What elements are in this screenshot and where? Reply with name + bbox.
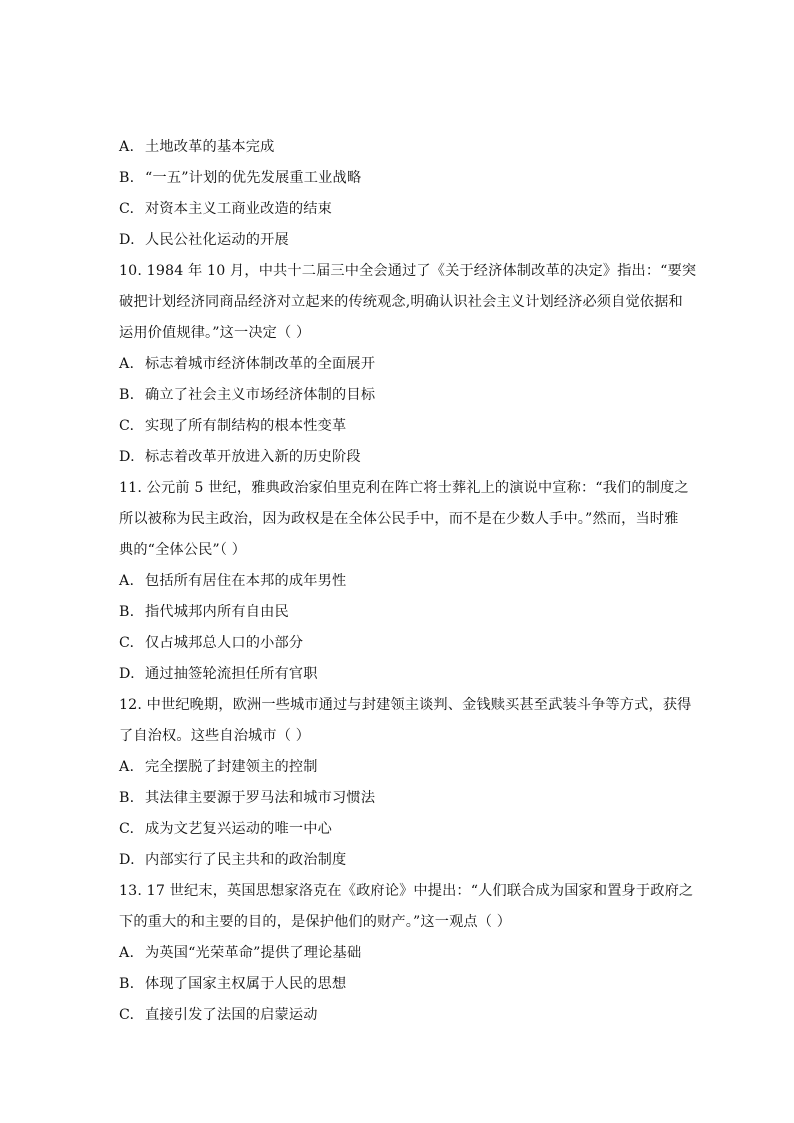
option-label: D. — [119, 852, 135, 868]
option-text: 成为文艺复兴运动的唯一中心 — [145, 821, 333, 837]
option-label: A. — [119, 759, 135, 775]
option-text: 指代城邦内所有自由民 — [145, 604, 289, 620]
option-label: D. — [119, 449, 135, 465]
option-d[interactable] — [119, 442, 679, 473]
stem-line: 13. 17 世纪末，英国思想家洛克在《政府论》中提出：“人们联合成为国家和置身于政府之 — [119, 883, 694, 899]
option-text: 实现了所有制结构的根本性变革 — [145, 418, 347, 434]
option-text: 确立了社会主义市场经济体制的目标 — [145, 387, 376, 403]
stem-line: 11. 公元前 5 世纪，雅典政治家伯里克利在阵亡将士葬礼上的演说中宣称：“我们的制度之 — [119, 480, 689, 496]
option-a[interactable] — [119, 566, 679, 597]
option-label: B. — [119, 170, 135, 186]
option-a[interactable] — [119, 752, 679, 783]
option-label: A. — [119, 139, 135, 155]
option-b[interactable] — [119, 969, 679, 1000]
option-text: 其法律主要源于罗马法和城市习惯法 — [145, 790, 376, 806]
option-text: 内部实行了民主共和的政治制度 — [145, 852, 347, 868]
option-label: B. — [119, 604, 135, 620]
option-label: A. — [119, 356, 135, 372]
stem-line: 下的重大的和主要的目的，是保护他们的财产。”这一观点（ ） — [119, 914, 512, 930]
option-text: “一五”计划的优先发展重工业战略 — [145, 170, 362, 186]
option-text: 直接引发了法国的启蒙运动 — [145, 1007, 318, 1023]
option-a[interactable] — [119, 349, 679, 380]
option-d[interactable] — [119, 225, 679, 256]
question-13 — [119, 876, 694, 1031]
option-text: 对资本主义工商业改造的结束 — [145, 201, 333, 217]
option-label: C. — [119, 201, 135, 217]
stem-line: 典的“全体公民”（ ） — [119, 542, 247, 558]
stem-line: 了自治权。这些自治城市（ ） — [119, 728, 311, 744]
option-label: D. — [119, 232, 135, 248]
question-9-options — [119, 132, 679, 256]
option-d[interactable] — [119, 845, 679, 876]
option-label: B. — [119, 790, 135, 806]
option-text: 包括所有居住在本邦的成年男性 — [145, 573, 347, 589]
question-content — [119, 132, 697, 1031]
option-text: 仅占城邦总人口的小部分 — [145, 635, 304, 651]
question-10 — [119, 256, 697, 473]
option-b[interactable] — [119, 597, 679, 628]
option-c[interactable] — [119, 194, 679, 225]
question-stem — [119, 256, 697, 349]
option-text: 土地改革的基本完成 — [145, 139, 275, 155]
option-label: A. — [119, 945, 135, 961]
option-label: C. — [119, 635, 135, 651]
option-b[interactable] — [119, 783, 679, 814]
question-stem — [119, 473, 689, 566]
question-12 — [119, 690, 692, 876]
option-label: D. — [119, 666, 135, 682]
option-text: 完全摆脱了封建领主的控制 — [145, 759, 318, 775]
option-a[interactable] — [119, 132, 679, 163]
option-text: 为英国“光荣革命”提供了理论基础 — [145, 945, 362, 961]
option-text: 人民公社化运动的开展 — [145, 232, 289, 248]
stem-line: 12. 中世纪晚期，欧洲一些城市通过与封建领主谈判、金钱赎买甚至武装斗争等方式，获得 — [119, 697, 692, 713]
option-label: B. — [119, 976, 135, 992]
question-11 — [119, 473, 689, 690]
option-text: 体现了国家主权属于人民的思想 — [145, 976, 347, 992]
option-text: 标志着改革开放进入新的历史阶段 — [145, 449, 361, 465]
question-stem — [119, 690, 692, 752]
option-b[interactable] — [119, 380, 679, 411]
option-d[interactable] — [119, 659, 679, 690]
option-label: C. — [119, 1007, 135, 1023]
stem-line: 10. 1984 年 10 月，中共十二届三中全会通过了《关于经济体制改革的决定》指出：“要突 — [119, 263, 697, 279]
option-b[interactable] — [119, 163, 679, 194]
stem-line: 破把计划经济同商品经济对立起来的传统观念,明确认识社会主义计划经济必须自觉依据和 — [119, 294, 683, 310]
option-label: A. — [119, 573, 135, 589]
stem-line: 运用价值规律。”这一决定（ ） — [119, 325, 311, 341]
option-label: C. — [119, 418, 135, 434]
option-text: 标志着城市经济体制改革的全面展开 — [145, 356, 376, 372]
option-c[interactable] — [119, 814, 679, 845]
option-c[interactable] — [119, 411, 679, 442]
option-a[interactable] — [119, 938, 679, 969]
option-label: B. — [119, 387, 135, 403]
option-label: C. — [119, 821, 135, 837]
question-stem — [119, 876, 694, 938]
option-c[interactable] — [119, 628, 679, 659]
stem-line: 所以被称为民主政治，因为政权是在全体公民手中，而不是在少数人手中。”然而，当时雅 — [119, 511, 679, 527]
option-text: 通过抽签轮流担任所有官职 — [145, 666, 318, 682]
option-c[interactable] — [119, 1000, 679, 1031]
